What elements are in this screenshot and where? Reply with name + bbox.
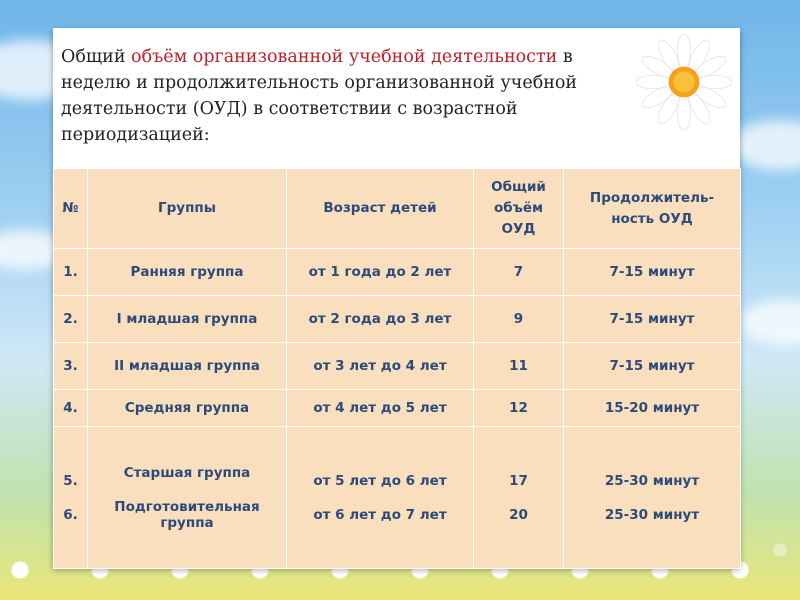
cell-duration: 7-15 минут [564,249,741,296]
table-header-row [54,169,741,249]
cell-duration: 7-15 минут [564,296,741,343]
cell-volume: 9 [474,296,564,343]
heading-text-2: в неделю и продолжительность организованной учебной деятельности (ОУД) в соответствии с возрастной периодизацией: [61,47,578,145]
header-group: Группы [88,169,287,249]
table-row [54,343,741,390]
heading-highlight: объём организованной учебной деятельности [131,47,558,67]
daisy-flower-icon [636,34,732,130]
cell-num: 3. [54,343,88,390]
slide-card [53,28,740,568]
cell-group: Средняя группа [88,390,287,427]
table-row [54,296,741,343]
cell-age: от 2 года до 3 лет [287,296,474,343]
slide-heading [61,44,646,148]
table-row-combined [54,427,741,569]
cell-group: Ранняя группа [88,249,287,296]
cell-duration: 15-20 минут [564,390,741,427]
table-row [54,249,741,296]
cell-volume: 7 [474,249,564,296]
cell-num: 2. [54,296,88,343]
header-num: № [54,169,88,249]
cell-num-combined: 5. 6. [54,427,88,569]
cell-age: от 4 лет до 5 лет [287,390,474,427]
cell-group-combined: Старшая группа Подготовительная группа [88,427,287,569]
cell-age: от 1 года до 2 лет [287,249,474,296]
cell-num: 1. [54,249,88,296]
cell-duration-combined: 25-30 минут 25-30 минут [564,427,741,569]
table-row [54,390,741,427]
cell-num: 4. [54,390,88,427]
oud-table [53,168,741,569]
cell-group: II младшая группа [88,343,287,390]
header-volume: Общий объём ОУД [474,169,564,249]
cell-volume-combined: 17 20 [474,427,564,569]
cell-age: от 3 лет до 4 лет [287,343,474,390]
header-age: Возраст детей [287,169,474,249]
cell-group: I младшая группа [88,296,287,343]
cell-volume: 12 [474,390,564,427]
cell-age-combined: от 5 лет до 6 лет от 6 лет до 7 лет [287,427,474,569]
header-duration: Продолжитель- ность ОУД [564,169,741,249]
heading-text-1: Общий [61,47,132,67]
cell-volume: 11 [474,343,564,390]
cell-duration: 7-15 минут [564,343,741,390]
